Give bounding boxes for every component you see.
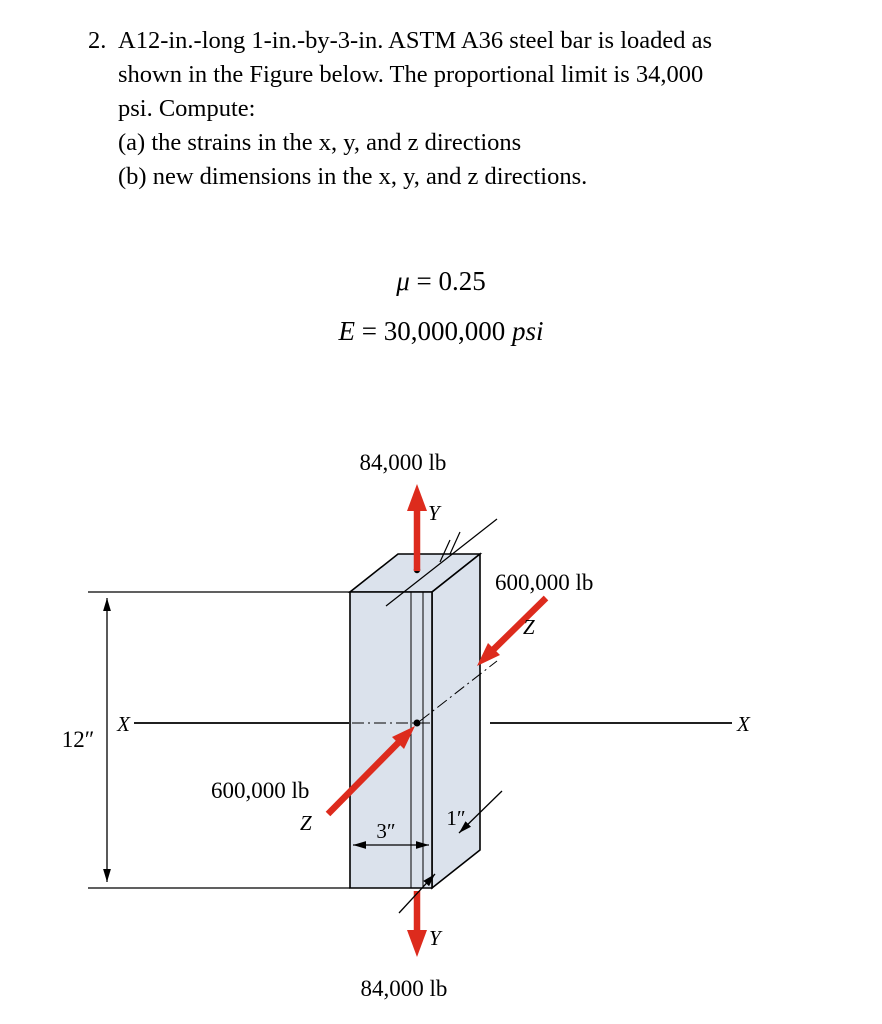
- E-value: = 30,000,000: [361, 316, 506, 346]
- problem-line: A12-in.-long 1-in.-by-3-in. ASTM A36 steel bar is loaded as: [118, 27, 713, 54]
- problem-number: 2.: [88, 27, 107, 54]
- height-extension-lines: [88, 592, 350, 888]
- y-axis-label-bottom: Y: [429, 926, 441, 950]
- steel-bar-right-face: [432, 554, 480, 888]
- problem-statement: [88, 24, 848, 194]
- force-label-top: 84,000 lb: [359, 450, 447, 475]
- problem-line: (a) the strains in the x, y, and z directions: [118, 129, 522, 156]
- problem-line: (b) new dimensions in the x, y, and z directions.: [118, 163, 588, 190]
- y-axis-label-top: Y: [428, 501, 440, 525]
- force-label-z-right: 600,000 lb: [495, 570, 594, 595]
- force-label-bottom: 84,000 lb: [360, 976, 448, 1001]
- force-label-z-left: 600,000 lb: [211, 778, 310, 803]
- equation-mu: [0, 256, 882, 306]
- problem-line: psi. Compute:: [118, 95, 256, 122]
- center-load-point: [414, 720, 421, 727]
- height-dimension-label: 12″: [61, 727, 95, 752]
- mu-value: = 0.25: [416, 266, 486, 296]
- z-axis-label-right: Z: [523, 615, 535, 639]
- loaded-bar-figure: [0, 440, 882, 1024]
- z-axis-label-left: Z: [300, 811, 312, 835]
- problem-line: shown in the Figure below. The proportional limit is 34,000: [118, 61, 704, 88]
- given-equations: [0, 256, 882, 356]
- mu-symbol: μ: [396, 266, 410, 296]
- steel-bar-front-face: [350, 592, 432, 888]
- equation-E: [0, 306, 882, 356]
- E-symbol: E: [338, 316, 355, 346]
- problem-text: [118, 24, 712, 194]
- width-dimension-label: 3″: [376, 819, 396, 843]
- force-arrow-z-right: [477, 598, 546, 666]
- E-unit: psi: [511, 316, 544, 346]
- x-axis-label-right: X: [737, 712, 750, 736]
- thickness-dimension-label: 1″: [446, 806, 466, 830]
- x-axis-label-left: X: [117, 712, 130, 736]
